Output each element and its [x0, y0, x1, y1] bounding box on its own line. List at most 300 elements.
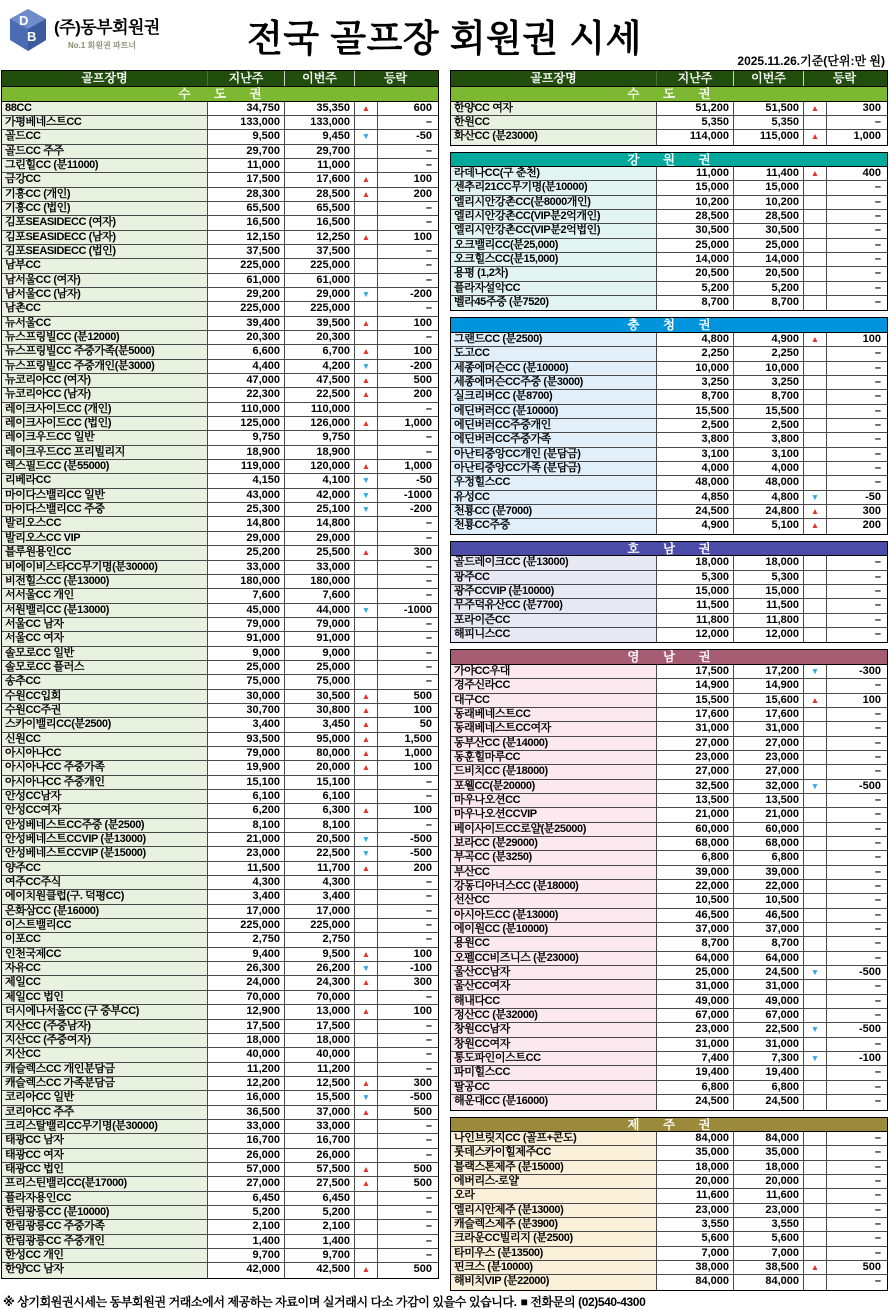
- down-arrow-icon: ▼: [355, 360, 378, 373]
- last-week-price: 43,000: [208, 489, 285, 502]
- table-row: [451, 419, 887, 433]
- arrow-cell: [804, 556, 827, 569]
- change-value: –: [425, 1019, 432, 1032]
- table-row: [2, 575, 438, 589]
- table-row: [2, 1149, 438, 1163]
- this-week-price: 46,500: [734, 909, 804, 922]
- col-header-course: 골프장명: [2, 71, 208, 86]
- change-value: –: [425, 933, 432, 946]
- table-row: [451, 181, 887, 195]
- change-value: –: [425, 273, 432, 286]
- this-week-price: 4,900: [734, 333, 804, 346]
- change-value: -100: [409, 962, 432, 975]
- region-section-header: 제 주 권: [451, 1118, 887, 1133]
- this-week-price: 38,500: [734, 1261, 804, 1274]
- table-row: [451, 167, 887, 181]
- table-row: [2, 446, 438, 460]
- table-row: [2, 1177, 438, 1191]
- table-row: [451, 966, 887, 980]
- change-value: –: [874, 1160, 881, 1173]
- course-name: 마이다스밸리CC 주중: [2, 503, 208, 516]
- course-name: 세종에머슨CC (분10000): [451, 362, 657, 375]
- table-row: [2, 1034, 438, 1048]
- course-name: 남서울CC (남자): [2, 288, 208, 301]
- up-arrow-icon: ▲: [355, 1005, 378, 1018]
- change-value: –: [425, 1134, 432, 1147]
- arrow-cell: [355, 1034, 378, 1047]
- up-arrow-icon: ▲: [355, 1163, 378, 1176]
- this-week-price: 65,500: [285, 202, 355, 215]
- course-name: 블랙스톤제주 (분15000): [451, 1161, 657, 1174]
- col-header-this-week: 이번주: [285, 71, 355, 86]
- arrow-cell: [804, 362, 827, 375]
- this-week-price: 18,900: [285, 446, 355, 459]
- table-row: [451, 851, 887, 865]
- table-row: [451, 296, 887, 310]
- this-week-price: 22,500: [285, 847, 355, 860]
- down-arrow-icon: ▼: [355, 847, 378, 860]
- arrow-cell: [355, 116, 378, 129]
- change-value: –: [874, 599, 881, 612]
- change-value: –: [874, 1146, 881, 1159]
- last-week-price: 47,000: [208, 374, 285, 387]
- course-name: 안성베네스트CCVIP (분13000): [2, 833, 208, 846]
- this-week-price: 5,200: [734, 282, 804, 295]
- this-week-price: 57,500: [285, 1163, 355, 1176]
- up-arrow-icon: ▲: [355, 718, 378, 731]
- course-name: 벨라45주중 (분7520): [451, 296, 657, 310]
- col-header-course: 골프장명: [451, 71, 657, 86]
- table-row: [2, 331, 438, 345]
- change-value: -100: [858, 1052, 881, 1065]
- table-body-right: [450, 87, 888, 1291]
- table-row: [451, 765, 887, 779]
- last-week-price: 119,000: [208, 460, 285, 473]
- last-week-price: 4,850: [657, 491, 734, 504]
- down-arrow-icon: ▼: [804, 780, 827, 793]
- last-week-price: 7,400: [657, 1052, 734, 1065]
- this-week-price: 51,500: [734, 102, 804, 115]
- up-arrow-icon: ▲: [355, 948, 378, 961]
- table-row: [2, 188, 438, 202]
- arrow-cell: [355, 1063, 378, 1076]
- change-value: 100: [413, 947, 432, 960]
- down-arrow-icon: ▼: [355, 604, 378, 617]
- this-week-price: 31,000: [734, 722, 804, 735]
- this-week-price: 115,000: [734, 130, 804, 144]
- up-arrow-icon: ▲: [355, 417, 378, 430]
- table-row: [451, 1232, 887, 1246]
- table-row: [2, 1235, 438, 1249]
- change-value: –: [425, 431, 432, 444]
- last-week-price: 84,000: [657, 1132, 734, 1145]
- arrow-cell: [355, 403, 378, 416]
- change-value: -200: [409, 503, 432, 516]
- region-section: [450, 541, 888, 644]
- arrow-cell: [804, 1275, 827, 1289]
- change-value: -500: [858, 966, 881, 979]
- this-week-price: 15,600: [734, 694, 804, 707]
- last-week-price: 12,900: [208, 1005, 285, 1018]
- arrow-cell: [804, 599, 827, 612]
- last-week-price: 29,000: [208, 532, 285, 545]
- arrow-cell: [355, 790, 378, 803]
- arrow-cell: [804, 1081, 827, 1094]
- course-name: 천룡CC주중: [451, 519, 657, 533]
- course-name: 남부CC: [2, 259, 208, 272]
- change-value: -200: [409, 287, 432, 300]
- change-value: –: [425, 144, 432, 157]
- course-name: 타미우스 (분13500): [451, 1247, 657, 1260]
- arrow-cell: [804, 722, 827, 735]
- course-name: 여주CC주식: [2, 876, 208, 889]
- arrow-cell: [804, 181, 827, 194]
- course-name: 대구CC: [451, 694, 657, 707]
- last-week-price: 79,000: [208, 618, 285, 631]
- change-value: -500: [409, 1091, 432, 1104]
- this-week-price: 33,000: [285, 1120, 355, 1133]
- arrow-cell: [804, 585, 827, 598]
- table-row: [2, 474, 438, 488]
- up-arrow-icon: ▲: [355, 1077, 378, 1090]
- change-value: 100: [413, 173, 432, 186]
- change-value: –: [874, 1095, 881, 1108]
- change-value: –: [874, 836, 881, 849]
- this-week-price: 2,100: [285, 1220, 355, 1233]
- arrow-cell: [804, 1066, 827, 1079]
- region-section-header: 수 도 권: [451, 87, 887, 102]
- last-week-price: 21,000: [208, 833, 285, 846]
- last-week-price: 17,600: [657, 708, 734, 721]
- this-week-price: 10,500: [734, 894, 804, 907]
- arrow-cell: [804, 866, 827, 879]
- change-value: –: [425, 990, 432, 1003]
- table-row: [2, 718, 438, 732]
- table-row: [2, 890, 438, 904]
- arrow-cell: [804, 433, 827, 446]
- this-week-price: 30,500: [285, 690, 355, 703]
- last-week-price: 2,250: [657, 347, 734, 360]
- table-row: [2, 1249, 438, 1263]
- this-week-price: 13,000: [285, 1005, 355, 1018]
- table-row: [451, 909, 887, 923]
- last-week-price: 4,800: [657, 333, 734, 346]
- arrow-cell: [355, 890, 378, 903]
- arrow-cell: [804, 1218, 827, 1231]
- arrow-cell: [355, 991, 378, 1004]
- change-value: 100: [862, 693, 881, 706]
- this-week-price: 4,800: [734, 491, 804, 504]
- last-week-price: 24,500: [657, 1095, 734, 1109]
- change-value: –: [874, 447, 881, 460]
- this-week-price: 5,600: [734, 1232, 804, 1245]
- this-week-price: 9,450: [285, 130, 355, 143]
- last-week-price: 30,000: [208, 690, 285, 703]
- table-row: [451, 405, 887, 419]
- table-row: [451, 923, 887, 937]
- this-week-price: 25,500: [285, 546, 355, 559]
- arrow-cell: [355, 819, 378, 832]
- this-week-price: 48,000: [734, 476, 804, 489]
- arrow-cell: [804, 296, 827, 310]
- last-week-price: 45,000: [208, 604, 285, 617]
- table-row: [451, 866, 887, 880]
- last-week-price: 25,000: [657, 966, 734, 979]
- this-week-price: 8,100: [285, 819, 355, 832]
- course-name: 레이크사이드CC (개인): [2, 403, 208, 416]
- this-week-price: 24,300: [285, 976, 355, 989]
- this-week-price: 44,000: [285, 604, 355, 617]
- course-name: 남촌CC: [2, 302, 208, 315]
- up-arrow-icon: ▲: [355, 173, 378, 186]
- table-row: [451, 694, 887, 708]
- course-name: 태광CC 법인: [2, 1163, 208, 1176]
- this-week-price: 11,000: [285, 159, 355, 172]
- footer-notice: ※ 상기회원권시세는 동부회원권 거래소에서 제공하는 자료이며 실거래시 다소 가감이 있을수 있습니다.: [3, 1294, 517, 1309]
- course-name: 수원CC입회: [2, 690, 208, 703]
- arrow-cell: [804, 196, 827, 209]
- up-arrow-icon: ▲: [355, 761, 378, 774]
- up-arrow-icon: ▲: [355, 345, 378, 358]
- table-row: [2, 173, 438, 187]
- course-name: 팔공CC: [451, 1081, 657, 1094]
- arrow-cell: [804, 267, 827, 280]
- down-arrow-icon: ▼: [804, 665, 827, 678]
- arrow-cell: [804, 253, 827, 266]
- col-header-last-week: 지난주: [208, 71, 285, 86]
- table-row: [2, 661, 438, 675]
- change-value: –: [425, 1119, 432, 1132]
- this-week-price: 84,000: [734, 1132, 804, 1145]
- table-row: [451, 751, 887, 765]
- this-week-price: 33,000: [285, 561, 355, 574]
- region-section: [450, 317, 888, 534]
- change-value: –: [425, 158, 432, 171]
- change-value: –: [425, 302, 432, 315]
- change-value: -500: [858, 1023, 881, 1036]
- change-value: –: [425, 646, 432, 659]
- course-name: 동훈힐마루CC: [451, 751, 657, 764]
- course-name: 강동디아너스CC (분18000): [451, 880, 657, 893]
- change-value: –: [874, 1203, 881, 1216]
- table-row: [451, 995, 887, 1009]
- last-week-price: 17,500: [208, 1020, 285, 1033]
- last-week-price: 25,200: [208, 546, 285, 559]
- last-week-price: 70,000: [208, 991, 285, 1004]
- arrow-cell: [804, 737, 827, 750]
- last-week-price: 4,900: [657, 519, 734, 533]
- this-week-price: 84,000: [734, 1275, 804, 1289]
- table-row: [451, 224, 887, 238]
- change-value: –: [874, 750, 881, 763]
- last-week-price: 18,000: [657, 1161, 734, 1174]
- this-week-price: 31,000: [734, 980, 804, 993]
- change-value: –: [425, 1249, 432, 1261]
- change-value: 1,500: [404, 732, 432, 745]
- page-footer: [1, 1293, 888, 1310]
- course-name: 안성베네스트CC주중 (분2500): [2, 819, 208, 832]
- course-name: 88CC: [2, 102, 208, 115]
- this-week-price: 110,000: [285, 403, 355, 416]
- table-row: [451, 505, 887, 519]
- last-week-price: 133,000: [208, 116, 285, 129]
- table-row: [2, 360, 438, 374]
- change-value: 200: [413, 187, 432, 200]
- change-value: –: [874, 584, 881, 597]
- change-value: –: [425, 402, 432, 415]
- svg-text:B: B: [27, 29, 37, 44]
- change-value: –: [425, 1062, 432, 1075]
- table-row: [451, 585, 887, 599]
- course-name: 한양CC 남자: [2, 1263, 208, 1277]
- arrow-cell: [804, 894, 827, 907]
- arrow-cell: [804, 909, 827, 922]
- table-row: [2, 1020, 438, 1034]
- last-week-price: 3,800: [657, 433, 734, 446]
- course-name: 은화삼CC (분16000): [2, 905, 208, 918]
- last-week-price: 31,000: [657, 722, 734, 735]
- this-week-price: 4,100: [285, 474, 355, 487]
- price-table-right: [450, 70, 888, 1291]
- this-week-price: 6,300: [285, 804, 355, 817]
- table-row: [451, 362, 887, 376]
- course-name: 아시아나CC: [2, 747, 208, 760]
- last-week-price: 68,000: [657, 837, 734, 850]
- change-value: -1000: [403, 603, 432, 616]
- course-name: 양주CC: [2, 862, 208, 875]
- table-row: [2, 690, 438, 704]
- last-week-price: 6,800: [657, 851, 734, 864]
- up-arrow-icon: ▲: [804, 1261, 827, 1274]
- last-week-price: 67,000: [657, 1009, 734, 1022]
- brand-text: [54, 7, 160, 51]
- course-name: 에이치원클럽(구. 덕평CC): [2, 890, 208, 903]
- last-week-price: 11,500: [208, 862, 285, 875]
- last-week-price: 91,000: [208, 632, 285, 645]
- this-week-price: 8,700: [734, 937, 804, 950]
- course-name: 통도파인이스트CC: [451, 1052, 657, 1065]
- change-value: –: [425, 904, 432, 917]
- table-row: [2, 876, 438, 890]
- this-week-price: 2,500: [734, 419, 804, 432]
- this-week-price: 25,000: [734, 239, 804, 252]
- last-week-price: 6,200: [208, 804, 285, 817]
- this-week-price: 29,000: [285, 532, 355, 545]
- course-name: 김포SEASIDECC (법인): [2, 245, 208, 258]
- table-row: [2, 675, 438, 689]
- table-row: [2, 618, 438, 632]
- last-week-price: 21,000: [657, 808, 734, 821]
- table-row: [2, 561, 438, 575]
- course-name: 해비치VIP (분22000): [451, 1275, 657, 1289]
- change-value: –: [874, 181, 881, 194]
- this-week-price: 8,700: [734, 296, 804, 310]
- course-name: 태광CC 여자: [2, 1149, 208, 1162]
- course-name: 아난티중앙CC가족 (분담금): [451, 462, 657, 475]
- last-week-price: 37,500: [208, 245, 285, 258]
- this-week-price: 23,000: [734, 1204, 804, 1217]
- arrow-cell: [804, 679, 827, 692]
- course-name: 해운대CC (분16000): [451, 1095, 657, 1109]
- last-week-price: 5,300: [657, 571, 734, 584]
- change-value: –: [874, 195, 881, 208]
- course-name: 뉴스프링빌CC 주중가족(분5000): [2, 345, 208, 358]
- last-week-price: 28,500: [657, 210, 734, 223]
- table-row: [451, 1247, 887, 1261]
- course-name: 용원CC: [451, 937, 657, 950]
- this-week-price: 37,500: [285, 245, 355, 258]
- last-week-price: 29,200: [208, 288, 285, 301]
- this-week-price: 225,000: [285, 919, 355, 932]
- this-week-price: 6,450: [285, 1192, 355, 1205]
- this-week-price: 7,600: [285, 589, 355, 602]
- course-name: 파미힐스CC: [451, 1066, 657, 1079]
- this-week-price: 35,000: [734, 1146, 804, 1159]
- arrow-cell: [355, 1192, 378, 1205]
- course-name: 렉스필드CC (분55000): [2, 460, 208, 473]
- last-week-price: 27,000: [657, 765, 734, 778]
- up-arrow-icon: ▲: [355, 102, 378, 115]
- last-week-price: 33,000: [208, 1120, 285, 1133]
- course-name: 한림광릉CC 주중가족: [2, 1220, 208, 1233]
- course-name: 뉴스프링빌CC 주중개인(분3000): [2, 360, 208, 373]
- last-week-price: 9,500: [208, 130, 285, 143]
- change-value: –: [425, 244, 432, 257]
- this-week-price: 17,600: [734, 708, 804, 721]
- last-week-price: 26,300: [208, 962, 285, 975]
- course-name: 캐슬렉스CC 개인분담금: [2, 1063, 208, 1076]
- arrow-cell: [355, 919, 378, 932]
- this-week-price: 29,000: [285, 288, 355, 301]
- change-value: –: [874, 793, 881, 806]
- arrow-cell: [355, 1206, 378, 1219]
- table-row: [2, 905, 438, 919]
- course-name: 기흥CC (개인): [2, 188, 208, 201]
- this-week-price: 17,000: [285, 905, 355, 918]
- arrow-cell: [355, 575, 378, 588]
- last-week-price: 42,000: [208, 1263, 285, 1277]
- arrow-cell: [355, 1134, 378, 1147]
- table-row: [2, 847, 438, 861]
- last-week-price: 25,000: [208, 661, 285, 674]
- this-week-price: 79,000: [285, 618, 355, 631]
- table-row: [2, 761, 438, 775]
- change-value: 500: [413, 1105, 432, 1118]
- up-arrow-icon: ▲: [355, 460, 378, 473]
- this-week-price: 14,800: [285, 517, 355, 530]
- this-week-price: 23,000: [734, 751, 804, 764]
- course-name: 크리스탈밸리CC무기명(분30000): [2, 1120, 208, 1133]
- this-week-price: 3,250: [734, 376, 804, 389]
- last-week-price: 31,000: [657, 1038, 734, 1051]
- table-row: [2, 632, 438, 646]
- last-week-price: 22,000: [657, 880, 734, 893]
- course-name: 아시아나CC 주중개인: [2, 776, 208, 789]
- this-week-price: 61,000: [285, 274, 355, 287]
- change-value: –: [874, 224, 881, 237]
- arrow-cell: [804, 462, 827, 475]
- this-week-price: 6,800: [734, 851, 804, 864]
- table-row: [2, 231, 438, 245]
- course-name: 마우나오션CCVIP: [451, 808, 657, 821]
- arrow-cell: [804, 952, 827, 965]
- table-row: [451, 808, 887, 822]
- change-value: –: [425, 890, 432, 903]
- up-arrow-icon: ▲: [804, 130, 827, 144]
- table-row: [2, 532, 438, 546]
- up-arrow-icon: ▲: [804, 694, 827, 707]
- change-value: –: [425, 1148, 432, 1161]
